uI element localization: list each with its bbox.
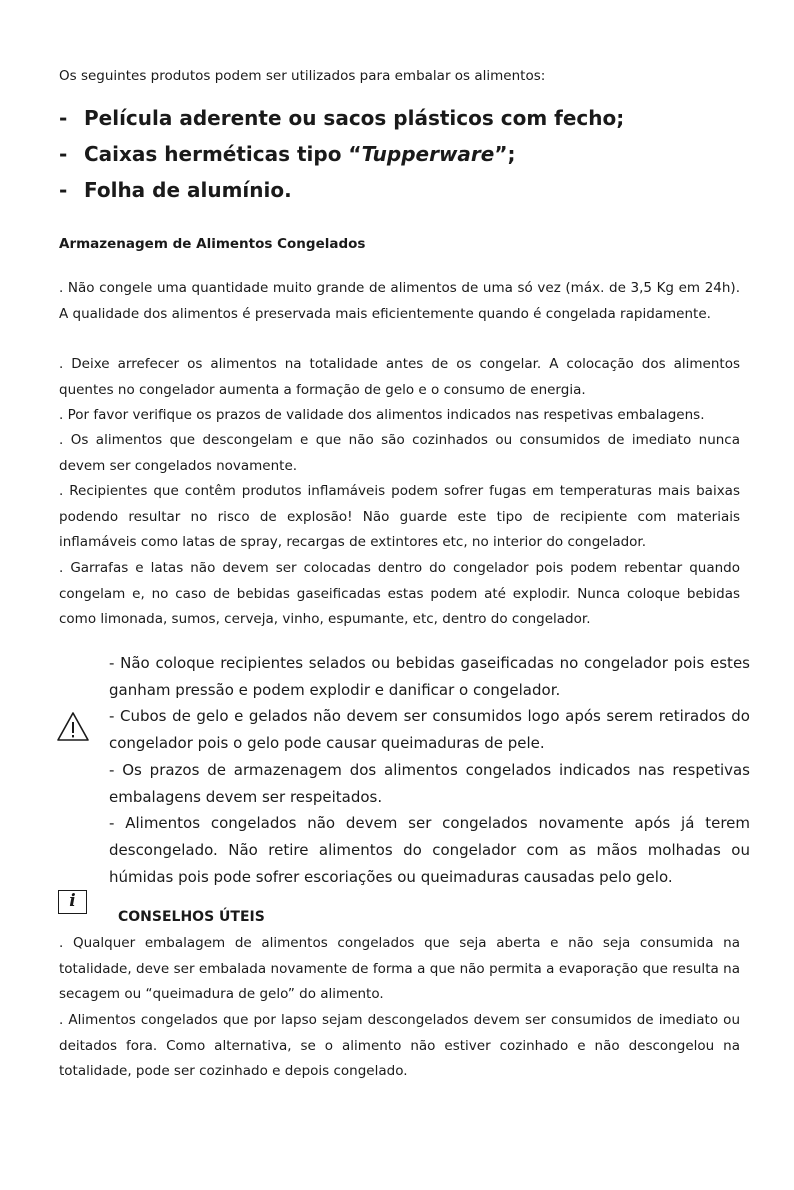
warning-item: - Não coloque recipientes selados ou bebidas gaseificadas no congelador pois estes ganham pressão e podem explodir e danificar o congelador. xyxy=(109,654,750,699)
frozen-paragraph: . Deixe arrefecer os alimentos na totalidade antes de os congelar. A colocação dos alimentos quentes no congelador aumenta a formação de gelo e o consumo de energia. xyxy=(59,356,740,398)
tips-paragraph: . Qualquer embalagem de alimentos congelados que seja aberta e não seja consumida na totalidade, deve ser embalada novamente de forma a que não permita a evaporação que resulta na secagem ou “queimadura de gelo” do alimento. xyxy=(59,935,740,1002)
tips-paragraph: . Alimentos congelados que por lapso sejam descongelados devem ser consumidos de imediato ou deitados fora. Como alternativa, se o alimento não estiver cozinhado e não descongelou na totalidade, pode ser cozinhado e depois congelado. xyxy=(59,1012,740,1079)
bullet-dash: - xyxy=(59,142,68,166)
useful-tips-heading: CONSELHOS ÚTEIS xyxy=(118,909,265,925)
warning-triangle-icon xyxy=(56,711,90,742)
warning-list xyxy=(109,650,750,890)
warning-item: - Os prazos de armazenagem dos alimentos congelados indicados nas respetivas embalagens devem ser respeitados. xyxy=(109,760,750,806)
packaging-item-brand: Tupperware xyxy=(361,142,495,166)
packaging-item xyxy=(59,139,624,175)
packaging-item-text-end: ”; xyxy=(494,142,516,166)
frozen-paragraph: . Os alimentos que descongelam e que não são cozinhados ou consumidos de imediato nunca devem ser congelados novamente. xyxy=(59,432,740,474)
packaging-item xyxy=(59,103,624,139)
info-icon: i xyxy=(58,890,87,914)
frozen-paragraph: . Garrafas e latas não devem ser colocadas dentro do congelador pois podem rebentar quando congelam e, no caso de bebidas gaseificadas estas podem até explodir. Nunca coloque bebidas como limonada, sumos, cerveja, vinho, espumante, etc, dentro do congelador. xyxy=(59,560,740,627)
packaging-item xyxy=(59,175,624,211)
frozen-paragraph: . Por favor verifique os prazos de validade dos alimentos indicados nas respetivas embalagens. xyxy=(59,407,705,423)
intro-text: Os seguintes produtos podem ser utilizados para embalar os alimentos: xyxy=(59,68,546,84)
warning-item: - Cubos de gelo e gelados não devem ser consumidos logo após serem retirados do congelador pois o gelo pode causar queimaduras de pele. xyxy=(109,707,750,753)
warning-item: - Alimentos congelados não devem ser congelados novamente após já terem descongelado. Não retire alimentos do congelador com as mãos molhadas ou húmidas pois pode sofrer escoriações ou queimaduras causadas pelo gelo. xyxy=(109,814,750,886)
bullet-dash: - xyxy=(59,178,68,202)
bullet-dash: - xyxy=(59,106,68,130)
frozen-paragraph: . Recipientes que contêm produtos inflamáveis podem sofrer fugas em temperaturas mais baixas podendo resultar no risco de explosão! Não guarde este tipo de recipiente com materiais inflamáveis como latas de spray, recargas de extintores etc, no interior do congelador. xyxy=(59,483,740,550)
frozen-storage-heading: Armazenagem de Alimentos Congelados xyxy=(59,236,366,252)
packaging-item-text: Caixas herméticas tipo “ xyxy=(84,142,362,166)
frozen-paragraph: . Não congele uma quantidade muito grande de alimentos de uma só vez (máx. de 3,5 Kg em 24h). A qualidade dos alimentos é preservada mais eficientemente quando é congelada rapidamente. xyxy=(59,280,740,322)
packaging-list xyxy=(59,103,624,211)
packaging-item-text: Película aderente ou sacos plásticos com fecho; xyxy=(84,106,625,130)
packaging-item-text: Folha de alumínio. xyxy=(84,178,292,202)
